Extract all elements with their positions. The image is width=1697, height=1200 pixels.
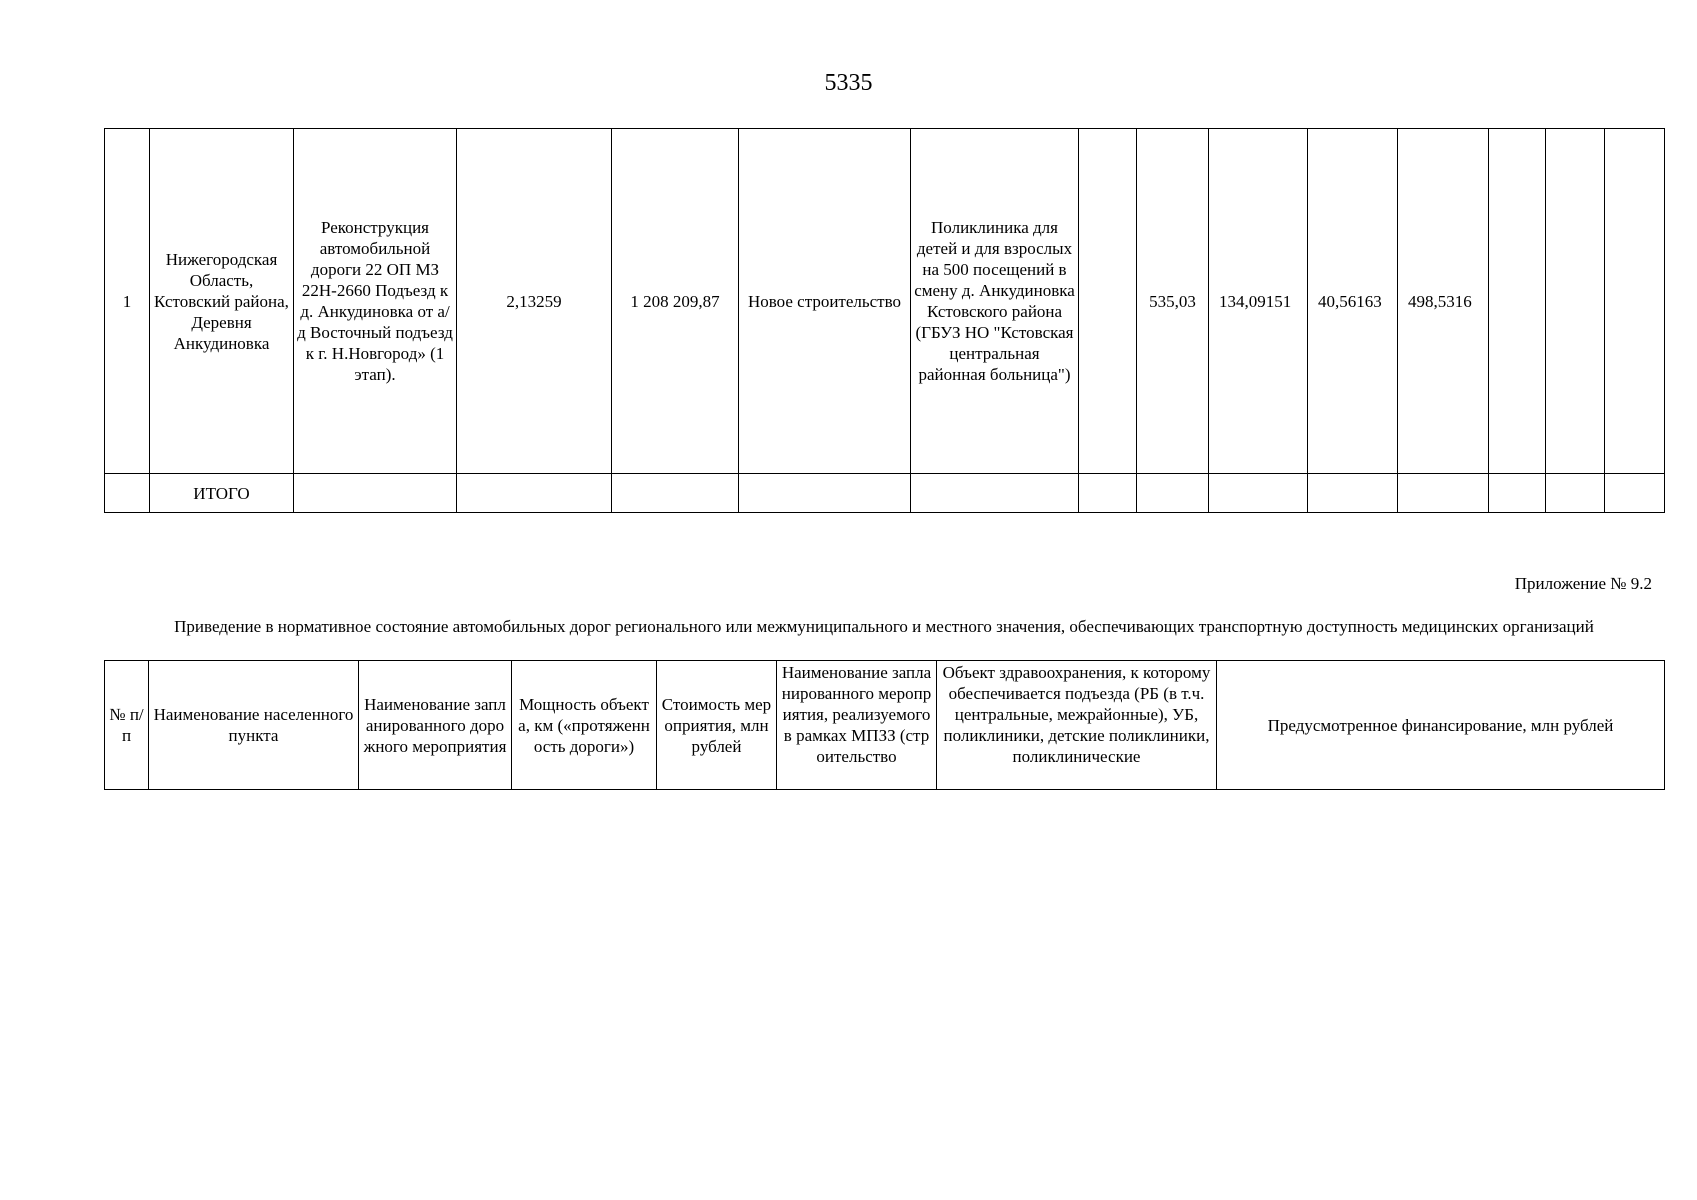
cell-cost: 1 208 209,87 xyxy=(612,129,739,474)
header-planned-activity: Наименование запланированного дорожного мероприятия xyxy=(359,661,512,790)
page-number: 5335 xyxy=(824,70,873,96)
cell-col8 xyxy=(1079,129,1137,474)
header-health-object-cell xyxy=(937,661,1217,790)
appendix-label: Приложение № 9.2 xyxy=(1514,574,1652,593)
header-num: № п/п xyxy=(105,661,149,790)
document-heading: Приведение в нормативное состояние автомобильных дорог регионального или межмуниципального и местного значения, обеспечивающих транспортную доступность медицинских организаций xyxy=(174,617,1594,636)
total-empty-cell xyxy=(1209,474,1308,513)
cell-activity-type: Новое строительство xyxy=(739,129,911,474)
total-empty-cell xyxy=(1605,474,1665,513)
total-empty-cell xyxy=(911,474,1079,513)
total-empty-cell xyxy=(1398,474,1489,513)
cell-settlement: Нижегородская Область, Кстовский района, Деревня Анкудиновка xyxy=(150,129,294,474)
header-cost: Стоимость мероприятия, млн рублей xyxy=(657,661,777,790)
cell-num: 1 xyxy=(105,129,150,474)
cell-col9: 535,03 xyxy=(1137,129,1209,474)
total-label: ИТОГО xyxy=(150,474,294,513)
header-settlement: Наименование населенного пункта xyxy=(149,661,359,790)
header-mpzz-activity: Наименование запланированного мероприятия, реализуемого в рамках МПЗЗ (строительство xyxy=(781,663,932,766)
total-empty-cell xyxy=(294,474,457,513)
cell-health-object: Поликлиника для детей и для взрослых на 500 посещений в смену д. Анкудиновка Кстовского района (ГБУЗ НО "Кстовская центральная районная больница") xyxy=(911,129,1079,474)
total-empty-cell xyxy=(457,474,612,513)
total-empty-cell xyxy=(1489,474,1546,513)
header-health-object: Объект здравоохранения, к которому обеспечивается подъезда (РБ (в т.ч. центральные, межрайонные), УБ, поликлиники, детские поликлиники, поликлинические xyxy=(942,663,1211,766)
header-mpzz-activity-cell xyxy=(777,661,937,790)
cell-activity: Реконструкция автомобильной дороги 22 ОП МЗ 22Н-2660 Подъезд к д. Анкудиновка от а/д Восточный подъезд к г. Н.Новгород» (1 этап). xyxy=(294,129,457,474)
header-row xyxy=(105,661,1665,790)
total-row xyxy=(105,474,1665,513)
cell-col10: 134,09151 xyxy=(1209,129,1308,474)
header-financing: Предусмотренное финансирование, млн рублей xyxy=(1217,661,1665,790)
cell-col12: 498,5316 xyxy=(1398,129,1489,474)
header-capacity: Мощность объекта, км («протяженность дороги») xyxy=(512,661,657,790)
cell-col15 xyxy=(1605,129,1665,474)
total-empty-cell xyxy=(105,474,150,513)
cell-capacity: 2,13259 xyxy=(457,129,612,474)
cell-col11: 40,56163 xyxy=(1308,129,1398,474)
cell-col14 xyxy=(1546,129,1605,474)
projects-table xyxy=(104,128,1665,513)
total-empty-cell xyxy=(612,474,739,513)
total-empty-cell xyxy=(1546,474,1605,513)
cell-col13 xyxy=(1489,129,1546,474)
table-row xyxy=(105,129,1665,474)
roads-header-table xyxy=(104,660,1665,790)
total-empty-cell xyxy=(1308,474,1398,513)
total-empty-cell xyxy=(1079,474,1137,513)
total-empty-cell xyxy=(1137,474,1209,513)
total-empty-cell xyxy=(739,474,911,513)
